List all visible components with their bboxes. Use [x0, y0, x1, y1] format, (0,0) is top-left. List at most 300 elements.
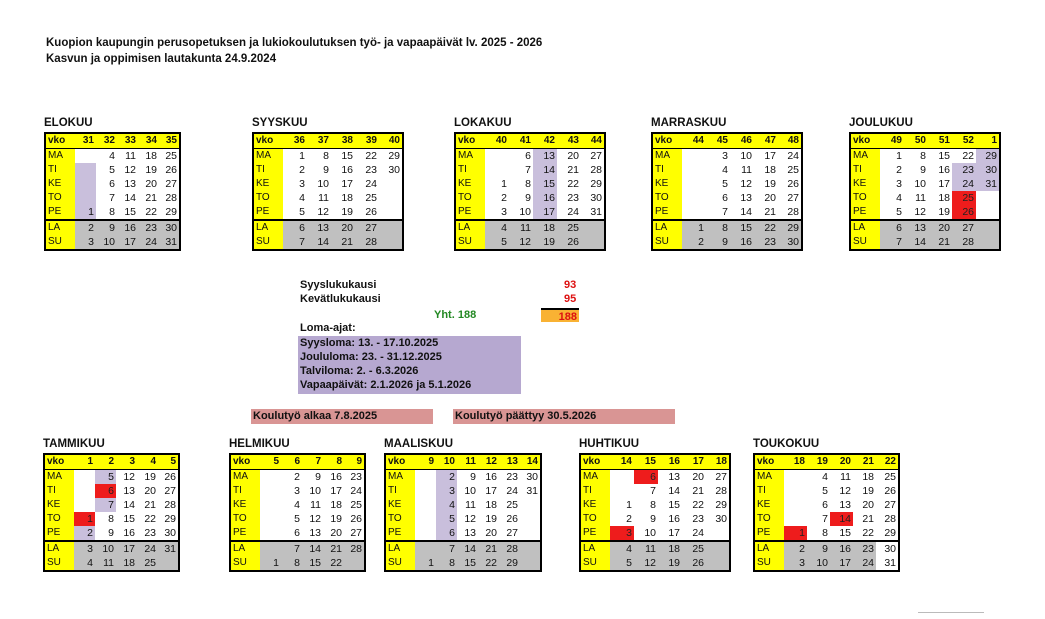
- day-cell: 30: [526, 471, 538, 483]
- day-label: KE: [652, 177, 682, 191]
- week-label: vko: [652, 133, 682, 149]
- day-cell: 7: [722, 206, 728, 218]
- day-label: KE: [850, 177, 880, 191]
- day-cell: 5: [109, 164, 115, 176]
- day-cell: [485, 149, 509, 164]
- day-cell: 21: [478, 541, 499, 556]
- day-cell: 12: [740, 178, 752, 190]
- calendar-row: [45, 205, 180, 220]
- day-cell: 22: [365, 150, 377, 162]
- calendar-row: [754, 512, 899, 526]
- day-cell: 28: [344, 541, 365, 556]
- calendar-table: [849, 132, 1001, 251]
- day-cell: 15: [938, 150, 950, 162]
- day-label: MA: [253, 149, 283, 164]
- week-number: 9: [344, 454, 365, 470]
- day-cell: 23: [692, 513, 704, 525]
- day-cell: 9: [96, 220, 117, 235]
- day-cell: 24: [350, 485, 362, 497]
- day-cell: 20: [145, 178, 157, 190]
- calendar-row: [253, 191, 403, 205]
- calendar-row: [580, 484, 730, 498]
- day-cell: 9: [323, 164, 329, 176]
- calendar-row: [385, 526, 541, 541]
- day-cell: 10: [95, 541, 116, 556]
- day-label: MA: [230, 470, 260, 485]
- month-calendar: [384, 438, 542, 572]
- day-cell: 22: [145, 206, 157, 218]
- day-cell: 28: [499, 541, 520, 556]
- day-cell: 27: [165, 178, 177, 190]
- day-cell: 1: [501, 178, 507, 190]
- day-cell: 25: [365, 192, 377, 204]
- day-cell: 13: [464, 527, 476, 539]
- day-cell: [379, 235, 403, 250]
- day-label: MA: [652, 149, 682, 164]
- day-cell: 1: [784, 526, 807, 541]
- day-label: PE: [230, 526, 260, 541]
- day-label: SU: [580, 556, 610, 571]
- day-label: LA: [580, 541, 610, 556]
- day-cell: 3: [610, 526, 634, 541]
- week-number: 18: [706, 454, 730, 470]
- day-label: TI: [455, 163, 485, 177]
- day-cell: [682, 191, 706, 205]
- day-cell: 10: [309, 485, 321, 497]
- day-label: MA: [45, 149, 75, 164]
- calendar-row: [580, 556, 730, 571]
- day-cell: 13: [533, 149, 557, 164]
- day-cell: 12: [509, 235, 533, 250]
- day-cell: 16: [330, 471, 342, 483]
- day-cell: 15: [730, 220, 754, 235]
- day-cell: 8: [822, 527, 828, 539]
- day-cell: 20: [692, 471, 704, 483]
- day-cell: 2: [294, 471, 300, 483]
- day-cell: 20: [862, 499, 874, 511]
- day-cell: 6: [634, 470, 658, 485]
- day-cell: 10: [519, 206, 531, 218]
- day-label: LA: [44, 541, 74, 556]
- day-cell: 24: [692, 527, 704, 539]
- day-label: KE: [455, 177, 485, 191]
- day-cell: 2: [682, 235, 706, 250]
- week-number: 47: [754, 133, 778, 149]
- day-label: TI: [580, 484, 610, 498]
- day-label: TO: [45, 191, 75, 205]
- day-cell: [379, 191, 403, 205]
- calendar-row: [580, 512, 730, 526]
- day-cell: 6: [294, 527, 300, 539]
- calendar-row: [850, 191, 1000, 205]
- day-cell: 2: [501, 192, 507, 204]
- day-cell: 10: [464, 485, 476, 497]
- day-cell: [74, 470, 95, 485]
- day-label: TI: [754, 484, 784, 498]
- calendar-row: [230, 498, 365, 512]
- day-cell: 11: [125, 150, 136, 162]
- month-calendar: [454, 117, 606, 251]
- day-cell: 15: [123, 513, 135, 525]
- month-title: SYYSKUU: [252, 117, 308, 129]
- day-cell: 17: [341, 178, 353, 190]
- calendar-row: [45, 220, 180, 235]
- day-cell: 18: [341, 192, 353, 204]
- day-cell: 15: [124, 206, 136, 218]
- calendar-row: [385, 484, 541, 498]
- week-number: 16: [658, 454, 682, 470]
- day-cell: 15: [533, 177, 557, 191]
- calendar-row: [230, 556, 365, 571]
- day-label: TO: [850, 191, 880, 205]
- day-cell: 1: [682, 220, 706, 235]
- month-calendar: [43, 438, 180, 572]
- day-cell: 3: [294, 485, 300, 497]
- calendar-row: [385, 470, 541, 485]
- day-cell: 24: [567, 206, 579, 218]
- page-title: Kuopion kaupungin perusopetuksen ja lukiokoulutuksen työ- ja vapaapäivät lv. 2025 - 2026: [46, 37, 543, 49]
- calendar-row: [580, 526, 730, 541]
- day-cell: 17: [830, 556, 853, 571]
- day-cell: 1: [626, 499, 632, 511]
- day-cell: 29: [715, 499, 727, 511]
- day-cell: 27: [952, 220, 976, 235]
- day-label: MA: [44, 470, 74, 485]
- calendar-row: [455, 205, 605, 220]
- day-cell: 21: [145, 192, 157, 204]
- calendar-row: [850, 220, 1000, 235]
- day-cell: 24: [365, 178, 377, 190]
- calendar-row: [455, 191, 605, 205]
- day-cell: [706, 526, 730, 541]
- day-cell: 5: [822, 485, 828, 497]
- day-cell: 23: [350, 471, 362, 483]
- week-number: 7: [302, 454, 323, 470]
- day-cell: [260, 484, 281, 498]
- day-cell: 18: [485, 499, 497, 511]
- day-cell: 8: [109, 206, 115, 218]
- calendar-row: [754, 498, 899, 512]
- calendar-row: [652, 191, 802, 205]
- day-cell: 29: [976, 149, 1000, 164]
- day-cell: [520, 512, 541, 526]
- day-cell: [75, 177, 96, 191]
- day-cell: 27: [787, 192, 799, 204]
- day-cell: 29: [165, 206, 177, 218]
- day-cell: [74, 498, 95, 512]
- day-cell: 6: [95, 484, 116, 498]
- day-cell: 22: [754, 220, 778, 235]
- day-cell: [520, 526, 541, 541]
- week-number: 14: [520, 454, 541, 470]
- day-cell: [784, 470, 807, 485]
- day-cell: 25: [137, 556, 158, 571]
- calendar-row: [850, 163, 1000, 177]
- week-number: 5: [260, 454, 281, 470]
- day-cell: 19: [330, 513, 342, 525]
- day-cell: 6: [525, 150, 531, 162]
- day-cell: [260, 470, 281, 485]
- day-cell: 23: [754, 235, 778, 250]
- day-label: LA: [455, 220, 485, 235]
- day-cell: 24: [853, 556, 876, 571]
- day-cell: 23: [506, 471, 518, 483]
- day-cell: 31: [159, 235, 180, 250]
- calendar-row: [455, 163, 605, 177]
- day-label: SU: [652, 235, 682, 250]
- day-cell: 16: [730, 235, 754, 250]
- week-number: 1: [74, 454, 95, 470]
- day-cell: 18: [938, 192, 950, 204]
- school-start-bar: Koulutyö alkaa 7.8.2025: [251, 409, 433, 424]
- day-cell: 3: [784, 556, 807, 571]
- page-subtitle: Kasvun ja oppimisen lautakunta 24.9.2024: [46, 53, 277, 65]
- day-cell: 31: [976, 177, 1000, 191]
- day-cell: 7: [650, 485, 656, 497]
- day-cell: [682, 149, 706, 164]
- day-label: SU: [850, 235, 880, 250]
- day-cell: 7: [95, 498, 116, 512]
- day-cell: 27: [715, 471, 727, 483]
- day-cell: 7: [880, 235, 904, 250]
- day-cell: 19: [862, 485, 874, 497]
- day-cell: [415, 512, 436, 526]
- day-cell: 24: [952, 177, 976, 191]
- day-cell: 4: [294, 499, 300, 511]
- day-label: PE: [385, 526, 415, 541]
- calendar-row: [455, 149, 605, 164]
- week-number: 10: [436, 454, 457, 470]
- day-cell: 9: [315, 471, 321, 483]
- day-cell: 6: [109, 178, 115, 190]
- calendar-row: [652, 149, 802, 164]
- week-label: vko: [385, 454, 415, 470]
- calendar-row: [44, 556, 179, 571]
- day-cell: 20: [928, 220, 952, 235]
- day-cell: 7: [281, 541, 302, 556]
- day-cell: 3: [501, 206, 507, 218]
- calendar-row: [253, 235, 403, 250]
- day-cell: [976, 220, 1000, 235]
- day-cell: 30: [164, 527, 176, 539]
- day-cell: 14: [740, 206, 752, 218]
- day-cell: 5: [294, 513, 300, 525]
- week-number: 22: [876, 454, 899, 470]
- day-label: TI: [652, 163, 682, 177]
- day-cell: 1: [415, 556, 436, 571]
- day-cell: 26: [787, 178, 799, 190]
- day-cell: 3: [722, 150, 728, 162]
- calendar-row: [455, 235, 605, 250]
- day-cell: 31: [590, 206, 602, 218]
- month-calendar: [252, 117, 404, 251]
- calendar-row: [230, 526, 365, 541]
- page-header: [46, 35, 542, 67]
- calendar-row: [44, 484, 179, 498]
- week-number: 46: [730, 133, 754, 149]
- day-cell: [75, 191, 96, 205]
- day-cell: 15: [668, 499, 680, 511]
- day-cell: 26: [350, 513, 362, 525]
- day-label: SU: [754, 556, 784, 571]
- day-cell: 30: [876, 541, 899, 556]
- day-cell: 2: [626, 513, 632, 525]
- day-cell: 24: [787, 150, 799, 162]
- week-number: 6: [281, 454, 302, 470]
- day-cell: 12: [124, 164, 136, 176]
- day-cell: [784, 484, 807, 498]
- day-cell: 18: [764, 164, 776, 176]
- month-calendar: [229, 438, 366, 572]
- day-cell: 18: [116, 556, 137, 571]
- week-number: 2: [95, 454, 116, 470]
- day-cell: 7: [525, 164, 531, 176]
- week-number: 9: [415, 454, 436, 470]
- day-cell: 19: [938, 206, 950, 218]
- week-number: 31: [75, 133, 96, 149]
- calendar-row: [44, 470, 179, 485]
- calendar-row: [850, 235, 1000, 250]
- day-cell: 28: [165, 192, 177, 204]
- day-cell: [784, 512, 807, 526]
- day-label: TI: [850, 163, 880, 177]
- day-cell: 7: [822, 513, 828, 525]
- day-cell: 21: [567, 164, 579, 176]
- calendar-row: [385, 556, 541, 571]
- day-cell: 22: [144, 513, 156, 525]
- calendar-row: [253, 163, 403, 177]
- day-cell: 2: [75, 220, 96, 235]
- day-cell: 9: [807, 541, 830, 556]
- day-cell: 11: [741, 164, 752, 176]
- day-cell: [379, 220, 403, 235]
- day-cell: [520, 541, 541, 556]
- day-cell: 28: [355, 235, 379, 250]
- day-cell: 25: [350, 499, 362, 511]
- day-cell: 5: [610, 556, 634, 571]
- day-cell: 4: [299, 192, 305, 204]
- day-label: PE: [850, 205, 880, 220]
- day-cell: 8: [650, 499, 656, 511]
- day-cell: [415, 541, 436, 556]
- day-cell: 6: [822, 499, 828, 511]
- week-number: 21: [853, 454, 876, 470]
- day-label: TI: [385, 484, 415, 498]
- day-cell: 17: [330, 485, 342, 497]
- day-cell: 7: [283, 235, 307, 250]
- day-cell: [581, 235, 605, 250]
- week-label: vko: [253, 133, 283, 149]
- day-cell: 16: [341, 164, 353, 176]
- day-cell: 13: [309, 527, 321, 539]
- day-label: KE: [580, 498, 610, 512]
- day-cell: 23: [144, 527, 156, 539]
- day-cell: 3: [896, 178, 902, 190]
- day-cell: 17: [668, 527, 680, 539]
- day-cell: 8: [706, 220, 730, 235]
- month-calendar: [753, 438, 900, 572]
- calendar-row: [850, 149, 1000, 164]
- day-cell: 4: [485, 220, 509, 235]
- day-cell: 14: [457, 541, 478, 556]
- day-cell: 27: [355, 220, 379, 235]
- day-cell: 18: [330, 499, 342, 511]
- month-title: HUHTIKUU: [579, 438, 640, 450]
- day-cell: 16: [485, 471, 497, 483]
- day-cell: 10: [317, 178, 329, 190]
- day-cell: 17: [485, 485, 497, 497]
- day-cell: 28: [952, 235, 976, 250]
- day-cell: 2: [784, 541, 807, 556]
- day-cell: 9: [470, 471, 476, 483]
- week-number: 5: [158, 454, 179, 470]
- day-label: KE: [230, 498, 260, 512]
- week-number: 18: [784, 454, 807, 470]
- day-cell: 10: [96, 235, 117, 250]
- calendar-row: [385, 512, 541, 526]
- day-cell: 8: [525, 178, 531, 190]
- day-label: TI: [230, 484, 260, 498]
- calendar-row: [754, 526, 899, 541]
- week-number: 33: [117, 133, 138, 149]
- day-label: TO: [754, 512, 784, 526]
- kevatlukukausi-value: 95: [564, 293, 577, 305]
- month-calendar: [44, 117, 181, 251]
- week-number: 44: [682, 133, 706, 149]
- day-cell: 12: [914, 206, 926, 218]
- day-cell: [976, 235, 1000, 250]
- day-cell: 27: [884, 499, 896, 511]
- day-label: SU: [230, 556, 260, 571]
- day-label: TI: [44, 484, 74, 498]
- day-cell: 24: [137, 541, 158, 556]
- day-cell: 21: [928, 235, 952, 250]
- day-cell: 4: [109, 150, 115, 162]
- day-label: TO: [652, 191, 682, 205]
- day-cell: 13: [839, 499, 851, 511]
- day-cell: [682, 163, 706, 177]
- day-cell: 13: [668, 471, 680, 483]
- calendar-row: [652, 177, 802, 191]
- day-cell: 4: [610, 541, 634, 556]
- day-label: TO: [580, 512, 610, 526]
- calendar-row: [230, 470, 365, 485]
- day-cell: [976, 191, 1000, 205]
- day-label: LA: [652, 220, 682, 235]
- week-number: 52: [952, 133, 976, 149]
- day-cell: 25: [787, 164, 799, 176]
- day-cell: 14: [668, 485, 680, 497]
- day-cell: [706, 556, 730, 571]
- day-cell: 8: [436, 556, 457, 571]
- week-number: 41: [509, 133, 533, 149]
- day-label: KE: [45, 177, 75, 191]
- day-cell: 15: [839, 527, 851, 539]
- week-number: 8: [323, 454, 344, 470]
- day-cell: 25: [952, 191, 976, 205]
- day-cell: 27: [350, 527, 362, 539]
- day-cell: 9: [525, 192, 531, 204]
- calendar-row: [754, 470, 899, 485]
- day-cell: 25: [884, 471, 896, 483]
- day-cell: 20: [764, 192, 776, 204]
- day-cell: 12: [464, 513, 476, 525]
- day-cell: 28: [164, 499, 176, 511]
- calendar-row: [652, 220, 802, 235]
- day-cell: 12: [123, 471, 135, 483]
- day-cell: 17: [764, 150, 776, 162]
- month-title: JOULUKUU: [849, 117, 913, 129]
